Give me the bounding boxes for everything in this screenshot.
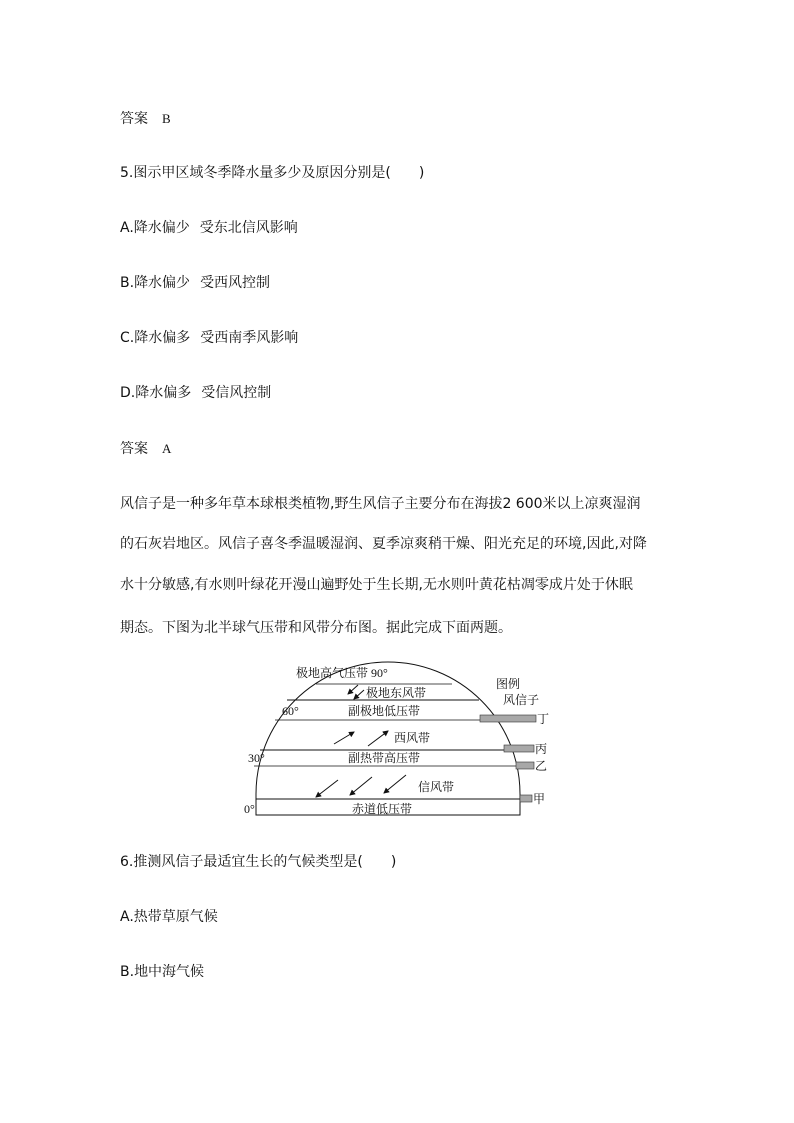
hemisphere-outline	[256, 662, 520, 815]
q6-option-b[interactable]: B.地中海气候	[120, 964, 205, 980]
answer-2	[120, 440, 171, 458]
wind-arrow	[384, 775, 406, 793]
legend-title: 图例	[496, 677, 521, 691]
passage-line: 水十分敏感,有水则叶绿花开漫山遍野处于生长期,无水则叶黄花枯凋零成片处于休眠	[120, 577, 633, 593]
wind-arrow	[350, 777, 372, 795]
lat-60-label: 60°	[282, 704, 299, 718]
wind-arrow	[354, 690, 364, 699]
band-westerlies: 西风带	[394, 731, 431, 745]
marker-bing: 丙	[535, 742, 548, 756]
answer-value: A	[162, 441, 172, 456]
wind-arrow	[368, 731, 388, 746]
marker-yi: 乙	[535, 759, 548, 773]
top-label: 极地高气压带 90°	[296, 666, 388, 680]
marker-bar-jia	[520, 795, 532, 802]
q5-option-c[interactable]: C.降水偏多 受西南季风影响	[120, 330, 299, 346]
answer-1	[120, 110, 171, 128]
marker-bar-ding	[480, 715, 536, 722]
marker-ding: 丁	[537, 712, 550, 726]
lat-0-label: 0°	[244, 802, 255, 816]
marker-bar-bing	[504, 745, 534, 752]
wind-arrow	[316, 780, 338, 797]
wind-arrow	[334, 732, 354, 744]
passage-line: 的石灰岩地区。风信子喜冬季温暖湿润、夏季凉爽稍干燥、阳光充足的环境,因此,对降	[120, 536, 647, 552]
band-subpolar-low: 副极地低压带	[348, 704, 421, 718]
band-equatorial-low: 赤道低压带	[352, 802, 413, 816]
question-5-stem: 5.图示甲区域冬季降水量多少及原因分别是( )	[120, 165, 425, 181]
marker-jia: 甲	[533, 792, 546, 806]
answer-value: B	[162, 111, 171, 126]
passage-line: 期态。下图为北半球气压带和风带分布图。据此完成下面两题。	[120, 620, 512, 636]
question-6-stem: 6.推测风信子最适宜生长的气候类型是( )	[120, 854, 397, 870]
passage-line: 风信子是一种多年草本球根类植物,野生风信子主要分布在海拔2 600米以上凉爽湿润	[120, 496, 641, 512]
wind-arrow	[348, 685, 358, 694]
answer-label: 答案	[120, 111, 148, 127]
legend-item: 风信子	[503, 693, 540, 707]
pressure-wind-belt-diagram	[238, 660, 558, 825]
marker-bar-yi	[516, 762, 534, 769]
band-polar-easterlies: 极地东风带	[366, 686, 427, 700]
q6-option-a[interactable]: A.热带草原气候	[120, 909, 218, 925]
answer-label: 答案	[120, 441, 148, 457]
q5-option-a[interactable]: A.降水偏少 受东北信风影响	[120, 220, 298, 236]
q5-option-d[interactable]: D.降水偏多 受信风控制	[120, 385, 272, 401]
lat-30-label: 30°	[248, 751, 265, 765]
band-trade-winds: 信风带	[418, 780, 455, 794]
band-subtropical-high: 副热带高压带	[348, 751, 421, 765]
q5-option-b[interactable]: B.降水偏少 受西风控制	[120, 275, 271, 291]
